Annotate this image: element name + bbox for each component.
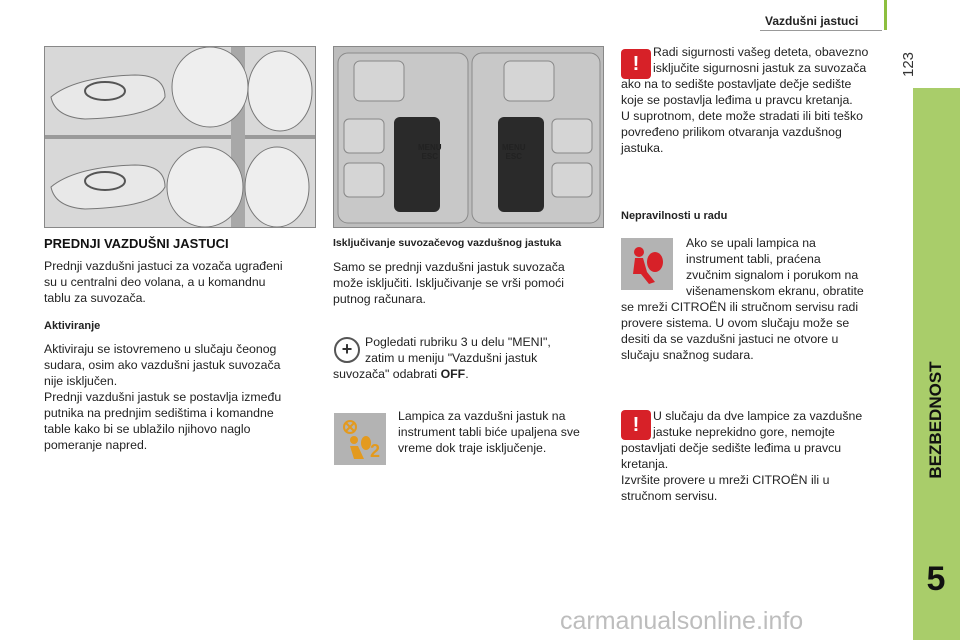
header-rule: [760, 30, 882, 31]
text-line: slučaju snažnog sudara.: [621, 348, 754, 362]
text-line: Izvršite provere u mreži CITROËN ili u: [621, 473, 830, 487]
airbag-off-lamp-icon: [334, 413, 386, 465]
text-line: instrument tabli, praćena: [686, 252, 821, 266]
lamp-paragraph: [398, 408, 608, 456]
text-line: postavljati dečje sedište leđima u pravcu: [621, 441, 842, 455]
text-line: zatim u meniju "Vazdušni jastuk: [365, 351, 538, 365]
text-line: povređeno prilikom otvaranja vazdušnog: [621, 125, 842, 139]
page-number: 123: [900, 51, 918, 78]
deactivation-heading: Isključivanje suvozačevog vazdušnog jastuka: [333, 237, 562, 249]
activation-paragraph: [44, 341, 319, 453]
text-line: desiti da se vazdušni jastuci ne otvore u: [621, 332, 839, 346]
text-line: putnika na prednjim sedištima i komandne: [44, 406, 274, 420]
text-line: table kako bi se ublažilo njihovo naglo: [44, 422, 251, 436]
airbag-illustration: [44, 46, 316, 228]
text-line: stručnom servisu.: [621, 489, 718, 503]
text-line: Aktiviraju se istovremeno u slučaju čeonog: [44, 342, 277, 356]
text-line: putnog računara.: [333, 292, 426, 306]
off-value: OFF: [440, 367, 466, 381]
text-line: zvučnim signalom i porukom na: [686, 268, 859, 282]
menu-note-last-line: [333, 366, 608, 382]
airbag-fault-lamp-svg: [621, 238, 673, 290]
text-line: Radi sigurnosti vašeg deteta, obavezno: [653, 45, 869, 59]
text-line: može isključiti. Isključivanje se vrši pomoći: [333, 276, 564, 290]
text-line: kretanja.: [621, 457, 669, 471]
esc-text: ESC: [505, 152, 522, 161]
text-line: tablu za suvozača.: [44, 291, 146, 305]
info-plus-icon: +: [334, 337, 360, 363]
text-fragment: .: [465, 367, 469, 381]
text-line: Samo se prednji vazdušni jastuk suvozača: [333, 260, 565, 274]
warning2-rest: [621, 440, 906, 504]
warning-icon: !: [621, 410, 651, 440]
menu-text: MENU: [418, 143, 442, 152]
lamp-number: 2: [370, 441, 381, 461]
intro-paragraph: [44, 258, 314, 306]
text-line: su u centralni deo volana, a u komandnu: [44, 275, 266, 289]
text-line: ako na to sedište postavljate dečje sedište: [621, 77, 852, 91]
menu-note-paragraph: [365, 334, 610, 366]
malfunction-top: [686, 235, 906, 299]
warning1-rest: [621, 76, 906, 156]
warning1-top: [653, 44, 903, 76]
text-line: Lampica za vazdušni jastuk na: [398, 409, 566, 423]
text-line: nije isključen.: [44, 374, 118, 388]
menu-buttons-photo: [333, 46, 604, 228]
text-line: Ako se upali lampica na: [686, 236, 816, 250]
text-line: U suprotnom, dete može stradati ili biti teško: [621, 109, 863, 123]
text-line: U slučaju da dve lampice za vazdušne: [653, 409, 863, 423]
text-line: vreme dok traje isključenje.: [398, 441, 547, 455]
watermark: carmanualsonline.info: [560, 607, 804, 635]
text-line: provere sistema. U ovom slučaju može se: [621, 316, 850, 330]
text-line: Pogledati rubriku 3 u delu "MENI",: [365, 335, 551, 349]
activation-heading: Aktiviranje: [44, 320, 101, 332]
text-line: isključite sigurnosni jastuk za suvozača: [653, 61, 867, 75]
text-line: višenamenskom ekranu, obratite: [686, 284, 864, 298]
chapter-number: 5: [926, 560, 946, 598]
airbag-fault-lamp-icon: [621, 238, 673, 290]
menu-label-right: [502, 143, 526, 161]
deactivation-paragraph: [333, 259, 608, 307]
text-fragment: suvozača" odabrati: [333, 367, 441, 381]
menu-buttons-svg: [334, 47, 603, 227]
text-line: se mreži CITROËN ili stručnom servisu radi: [621, 300, 859, 314]
esc-text: ESC: [421, 152, 438, 161]
menu-text: MENU: [502, 143, 526, 152]
text-line: jastuka.: [621, 141, 664, 155]
chapter-title: BEZBEDNOST: [926, 361, 945, 479]
warning2-top: [653, 408, 903, 440]
text-line: koje se postavlja leđima u pravcu kretanja.: [621, 93, 853, 107]
airbag-illustration-svg: [45, 47, 315, 227]
running-header: Vazdušni jastuci: [765, 14, 859, 28]
header-tab: [884, 0, 887, 30]
malfunction-heading: Nepravilnosti u radu: [621, 210, 728, 222]
section-title: PREDNJI VAZDUŠNI JASTUCI: [44, 236, 229, 251]
text-line: pomeranje napred.: [44, 438, 148, 452]
warning-icon: !: [621, 49, 651, 79]
text-line: jastuke neprekidno gore, nemojte: [653, 425, 835, 439]
text-line: Prednji vazdušni jastuk se postavlja između: [44, 390, 282, 404]
text-line: Prednji vazdušni jastuci za vozača ugrađeni: [44, 259, 283, 273]
text-line: instrument tabli biće upaljena sve: [398, 425, 580, 439]
malfunction-rest: [621, 299, 906, 363]
text-line: sudara, osim ako vazdušni jastuk suvozača: [44, 358, 281, 372]
menu-label-left: [418, 143, 442, 161]
